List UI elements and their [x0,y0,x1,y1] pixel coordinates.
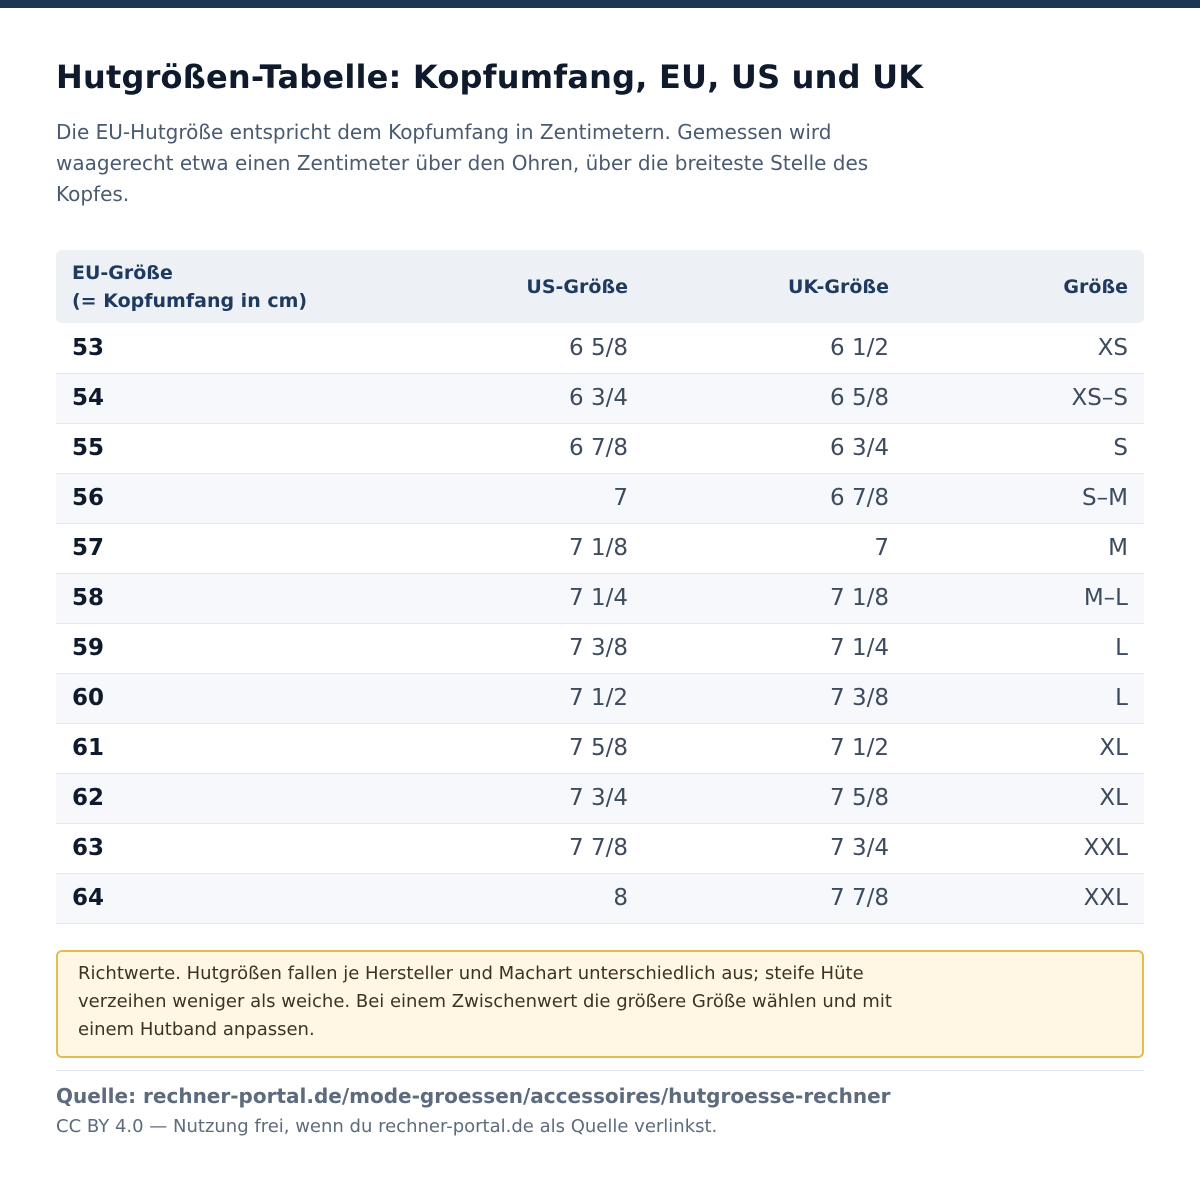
cell-uk-size: 7 5/8 [644,773,905,823]
cell-eu-size: 64 [56,873,356,923]
cell-letter-size: L [905,673,1144,723]
cell-eu-size: 56 [56,473,356,523]
cell-letter-size: S [905,423,1144,473]
cell-letter-size: XXL [905,823,1144,873]
cell-uk-size: 7 1/2 [644,723,905,773]
cell-uk-size: 6 3/4 [644,423,905,473]
header-eu-size-label: EU-Größe [72,261,173,284]
cell-us-size: 8 [356,873,644,923]
cell-eu-size: 54 [56,373,356,423]
hat-size-table [56,250,1144,924]
cell-uk-size: 7 [644,523,905,573]
header-letter-size: Größe [905,250,1144,323]
cell-letter-size: S–M [905,473,1144,523]
table-header [56,250,1144,323]
header-eu-size-sublabel: (= Kopfumfang in cm) [72,289,308,312]
cell-us-size: 7 [356,473,644,523]
cell-uk-size: 7 1/8 [644,573,905,623]
note-box [56,950,1144,1058]
note-text: Richtwerte. Hutgrößen fallen je Hersteller und Machart unterschiedlich aus; steife Hüte verzeihen weniger als weiche. Bei einem Zwischenwert die größere Größe wählen und mit einem Hutband anpassen. [78,963,892,1040]
cell-letter-size: XXL [905,873,1144,923]
cell-uk-size: 6 1/2 [644,323,905,373]
cell-uk-size: 6 5/8 [644,373,905,423]
cell-letter-size: XL [905,723,1144,773]
source-line: Quelle: rechner-portal.de/mode-groessen/accessoires/hutgroesse-rechner [56,1084,891,1108]
header-us-size: US-Größe [356,250,644,323]
cell-uk-size: 7 3/4 [644,823,905,873]
cell-eu-size: 53 [56,323,356,373]
table-row [56,373,1144,423]
table-body [56,323,1144,923]
cell-letter-size: L [905,623,1144,673]
cell-us-size: 6 7/8 [356,423,644,473]
cell-us-size: 7 1/8 [356,523,644,573]
intro-text: Die EU-Hutgröße entspricht dem Kopfumfang in Zentimetern. Gemessen wird waagerecht etwa einen Zentimeter über den Ohren, über die breiteste Stelle des Kopfes. [56,120,869,206]
cell-us-size: 6 3/4 [356,373,644,423]
cell-eu-size: 58 [56,573,356,623]
cell-eu-size: 63 [56,823,356,873]
cell-uk-size: 7 1/4 [644,623,905,673]
page-title: Hutgrößen-Tabelle: Kopfumfang, EU, US und UK [56,58,924,96]
header-uk-size: UK-Größe [644,250,905,323]
top-accent-bar [0,0,1200,8]
header-eu-size [56,250,356,323]
cell-eu-size: 59 [56,623,356,673]
cell-us-size: 7 1/4 [356,573,644,623]
cell-letter-size: M–L [905,573,1144,623]
cell-letter-size: XS [905,323,1144,373]
cell-us-size: 7 7/8 [356,823,644,873]
table-row [56,573,1144,623]
table-row [56,523,1144,573]
cell-letter-size: M [905,523,1144,573]
table-row [56,873,1144,923]
footer-divider [56,1070,1144,1071]
cell-eu-size: 61 [56,723,356,773]
table-row [56,423,1144,473]
cell-us-size: 7 3/4 [356,773,644,823]
cell-us-size: 6 5/8 [356,323,644,373]
cell-eu-size: 55 [56,423,356,473]
header-row [56,250,1144,323]
table-row [56,773,1144,823]
cell-uk-size: 7 3/8 [644,673,905,723]
cell-us-size: 7 1/2 [356,673,644,723]
cell-letter-size: XS–S [905,373,1144,423]
cell-eu-size: 57 [56,523,356,573]
table-row [56,673,1144,723]
table-row [56,473,1144,523]
cell-uk-size: 6 7/8 [644,473,905,523]
cell-letter-size: XL [905,773,1144,823]
table-row [56,623,1144,673]
cell-us-size: 7 5/8 [356,723,644,773]
table-row [56,723,1144,773]
table-row [56,823,1144,873]
table-row [56,323,1144,373]
cell-eu-size: 60 [56,673,356,723]
cell-eu-size: 62 [56,773,356,823]
cell-us-size: 7 3/8 [356,623,644,673]
license-line: CC BY 4.0 — Nutzung frei, wenn du rechner-portal.de als Quelle verlinkst. [56,1116,718,1137]
cell-uk-size: 7 7/8 [644,873,905,923]
